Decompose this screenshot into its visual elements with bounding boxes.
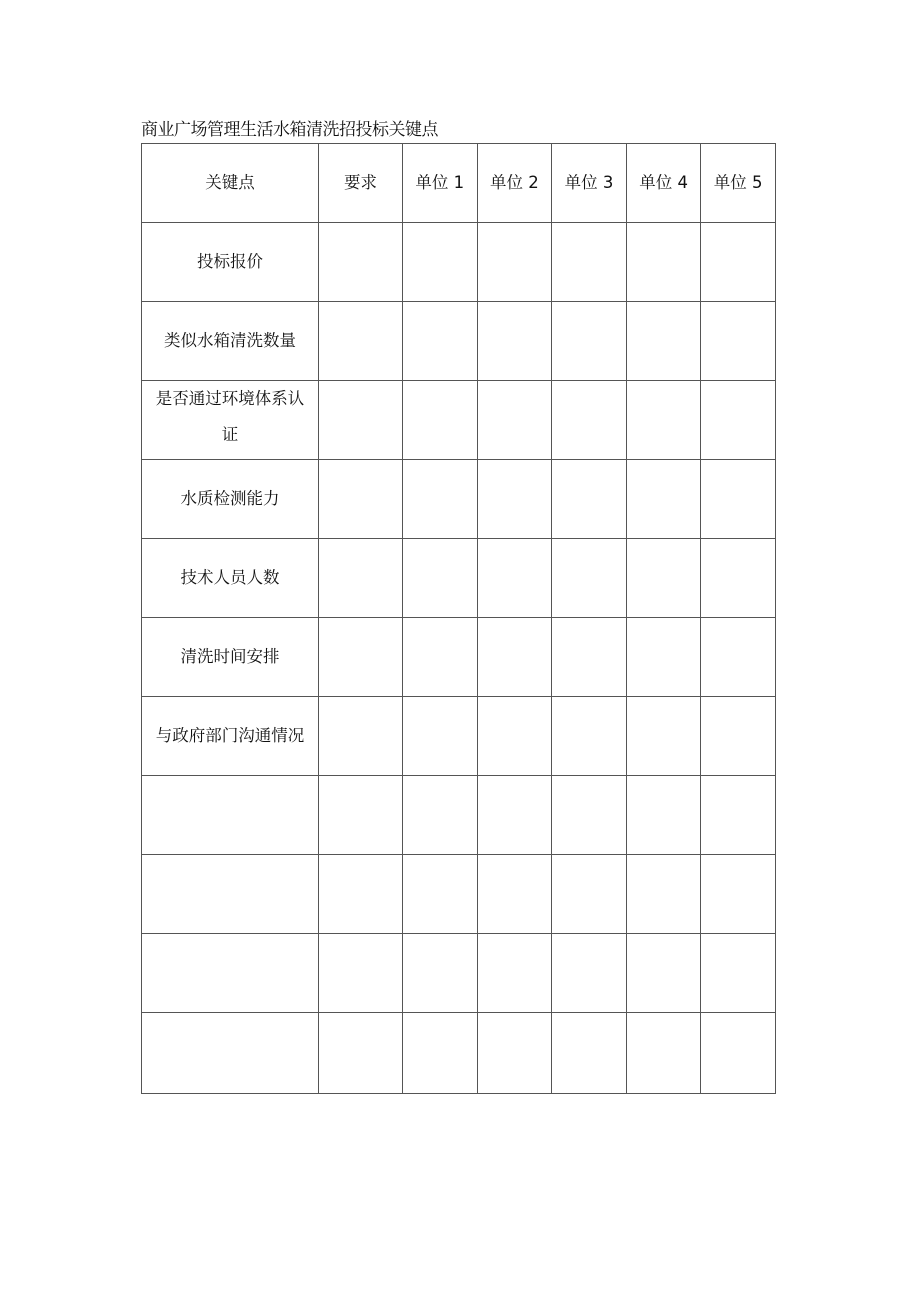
key-point-label: 与政府部门沟通情况 [155,726,305,745]
key-point-cell [142,855,319,934]
key-point-label: 类似水箱清洗数量 [164,331,296,350]
unit-2-cell [477,381,552,460]
key-point-cell [142,697,319,776]
table-row [142,302,776,381]
requirement-cell [319,223,403,302]
unit-2-cell [477,1013,552,1094]
unit-4-cell [626,934,701,1013]
unit-2-cell [477,934,552,1013]
header-unit-3: 单位 3 [552,144,627,223]
requirement-cell [319,539,403,618]
key-point-cell [142,460,319,539]
key-point-cell [142,776,319,855]
unit-5-cell [701,618,776,697]
key-point-label: 投标报价 [197,252,263,271]
unit-3-cell [552,1013,627,1094]
unit-1-cell [403,1013,478,1094]
requirement-cell [319,381,403,460]
header-unit-5: 单位 5 [701,144,776,223]
key-point-cell [142,1013,319,1094]
header-unit-1: 单位 1 [403,144,478,223]
unit-2-cell [477,223,552,302]
unit-5-cell [701,539,776,618]
unit-1-cell [403,934,478,1013]
document-title: 商业广场管理生活水箱清洗招投标关键点 [141,120,438,140]
unit-3-cell [552,618,627,697]
unit-1-cell [403,302,478,381]
requirement-cell [319,934,403,1013]
unit-1-cell [403,855,478,934]
unit-1-cell [403,223,478,302]
unit-5-cell [701,302,776,381]
table-row [142,223,776,302]
requirement-cell [319,460,403,539]
requirement-cell [319,697,403,776]
unit-3-cell [552,776,627,855]
key-points-table [141,143,776,1094]
requirement-cell [319,1013,403,1094]
unit-3-cell [552,539,627,618]
unit-5-cell [701,776,776,855]
requirement-cell [319,776,403,855]
unit-1-cell [403,618,478,697]
unit-4-cell [626,776,701,855]
unit-5-cell [701,855,776,934]
key-point-label: 水质检测能力 [180,489,280,508]
unit-3-cell [552,697,627,776]
unit-2-cell [477,697,552,776]
unit-5-cell [701,934,776,1013]
unit-3-cell [552,934,627,1013]
table-row [142,697,776,776]
unit-3-cell [552,302,627,381]
requirement-cell [319,618,403,697]
header-unit-2: 单位 2 [477,144,552,223]
unit-2-cell [477,460,552,539]
unit-2-cell [477,776,552,855]
unit-3-cell [552,855,627,934]
table-row [142,460,776,539]
unit-3-cell [552,223,627,302]
unit-5-cell [701,460,776,539]
header-requirement: 要求 [319,144,403,223]
key-point-cell [142,223,319,302]
key-point-label: 是否通过环境体系认证 [155,389,305,444]
key-point-label: 技术人员人数 [180,568,280,587]
unit-3-cell [552,381,627,460]
table-row [142,934,776,1013]
table-row [142,539,776,618]
unit-5-cell [701,697,776,776]
unit-4-cell [626,697,701,776]
unit-2-cell [477,539,552,618]
unit-4-cell [626,855,701,934]
unit-1-cell [403,381,478,460]
unit-1-cell [403,697,478,776]
unit-5-cell [701,223,776,302]
header-unit-4: 单位 4 [626,144,701,223]
table-row [142,855,776,934]
table-row [142,776,776,855]
unit-1-cell [403,539,478,618]
unit-2-cell [477,618,552,697]
requirement-cell [319,302,403,381]
table-row [142,1013,776,1094]
key-point-cell [142,618,319,697]
unit-2-cell [477,302,552,381]
unit-2-cell [477,855,552,934]
unit-4-cell [626,302,701,381]
unit-5-cell [701,1013,776,1094]
table-header-row [142,144,776,223]
requirement-cell [319,855,403,934]
unit-3-cell [552,460,627,539]
unit-1-cell [403,460,478,539]
unit-4-cell [626,1013,701,1094]
key-point-cell [142,381,319,460]
key-point-label: 清洗时间安排 [180,647,280,666]
unit-4-cell [626,618,701,697]
key-point-cell [142,302,319,381]
unit-4-cell [626,223,701,302]
unit-5-cell [701,381,776,460]
unit-4-cell [626,539,701,618]
key-point-cell [142,539,319,618]
unit-4-cell [626,460,701,539]
unit-4-cell [626,381,701,460]
header-key-point: 关键点 [142,144,319,223]
unit-1-cell [403,776,478,855]
table-row [142,381,776,460]
key-point-cell [142,934,319,1013]
table-row [142,618,776,697]
